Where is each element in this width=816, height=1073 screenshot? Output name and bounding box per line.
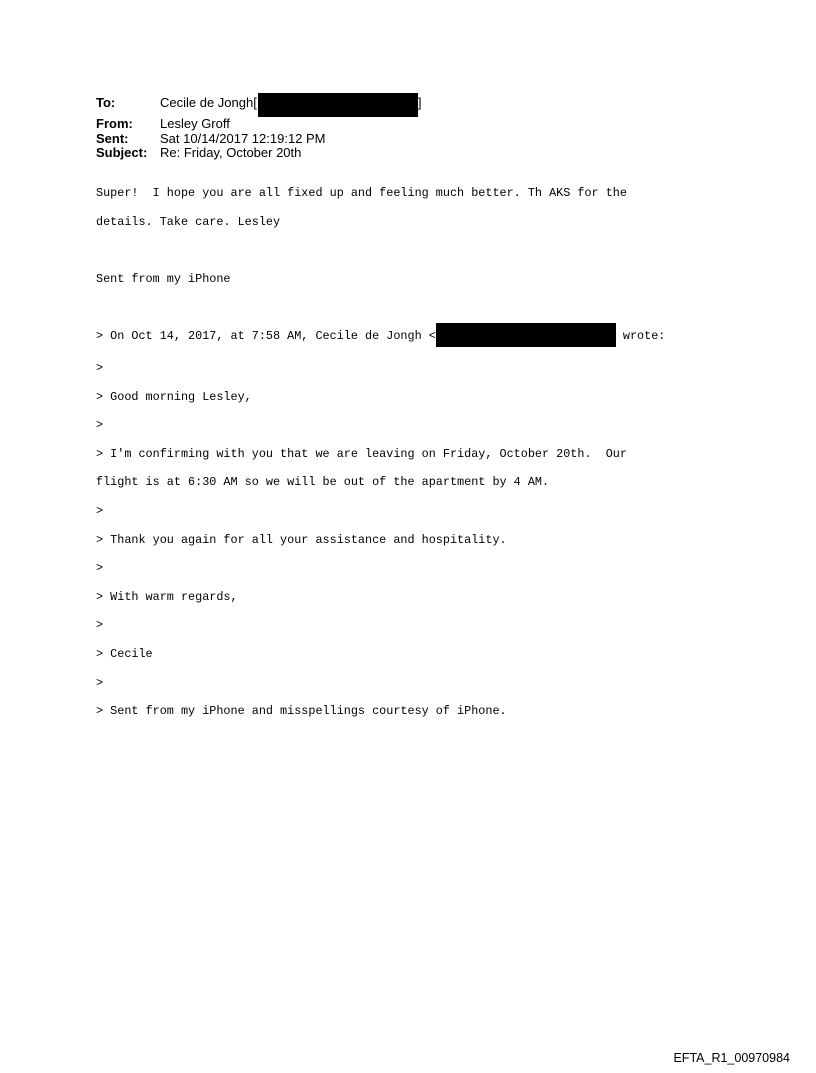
reply-signature: Sent from my iPhone: [96, 271, 231, 286]
quote-intro: [96, 329, 665, 347]
email-body: [96, 172, 665, 733]
reply-line: details. Take care. Lesley: [96, 214, 281, 229]
quote-line: > Good morning Lesley,: [96, 389, 252, 404]
document-id: EFTA_R1_00970984: [673, 1051, 790, 1065]
to-name: Cecile de Jongh[: [160, 95, 257, 110]
from-label: From:: [96, 116, 133, 131]
email-header: [96, 96, 421, 161]
sent-row: [96, 132, 421, 147]
subject-label: Subject:: [96, 145, 148, 160]
quote-line: > Sent from my iPhone and misspellings courtesy of iPhone.: [96, 704, 507, 719]
quote-line: >: [96, 418, 104, 433]
subject-value: Re: Friday, October 20th: [160, 145, 302, 160]
quote-line: > Cecile: [96, 646, 153, 661]
quote-intro-text: > On Oct 14, 2017, at 7:58 AM, Cecile de Jongh <: [96, 328, 436, 343]
reply-line: Super! I hope you are all fixed up and feeling much better. Th AKS for the: [96, 186, 627, 201]
to-row: [96, 96, 421, 117]
redaction-block: [258, 93, 418, 117]
quote-line: >: [96, 675, 104, 690]
quote-line: > With warm regards,: [96, 589, 238, 604]
redaction-block: [436, 323, 616, 347]
to-bracket: ]: [417, 95, 422, 110]
quote-line: >: [96, 561, 104, 576]
from-row: [96, 117, 421, 132]
sent-value: Sat 10/14/2017 12:19:12 PM: [160, 130, 326, 146]
spacer: [96, 300, 665, 314]
spacer: [96, 243, 665, 257]
quote-line: flight is at 6:30 AM so we will be out of the apartment by 4 AM.: [96, 475, 550, 490]
quote-line: >: [96, 618, 104, 633]
quote-line: >: [96, 360, 104, 375]
subject-row: [96, 146, 421, 161]
quote-line: > Thank you again for all your assistance and hospitality.: [96, 532, 507, 547]
sent-label: Sent:: [96, 130, 129, 146]
to-label: To:: [96, 95, 116, 110]
quote-line: >: [96, 503, 104, 518]
to-value: [160, 96, 421, 117]
quote-intro-wrote: wrote:: [615, 328, 666, 343]
from-value: Lesley Groff: [160, 116, 230, 131]
quote-line: > I'm confirming with you that we are leaving on Friday, October 20th. Our: [96, 446, 627, 461]
